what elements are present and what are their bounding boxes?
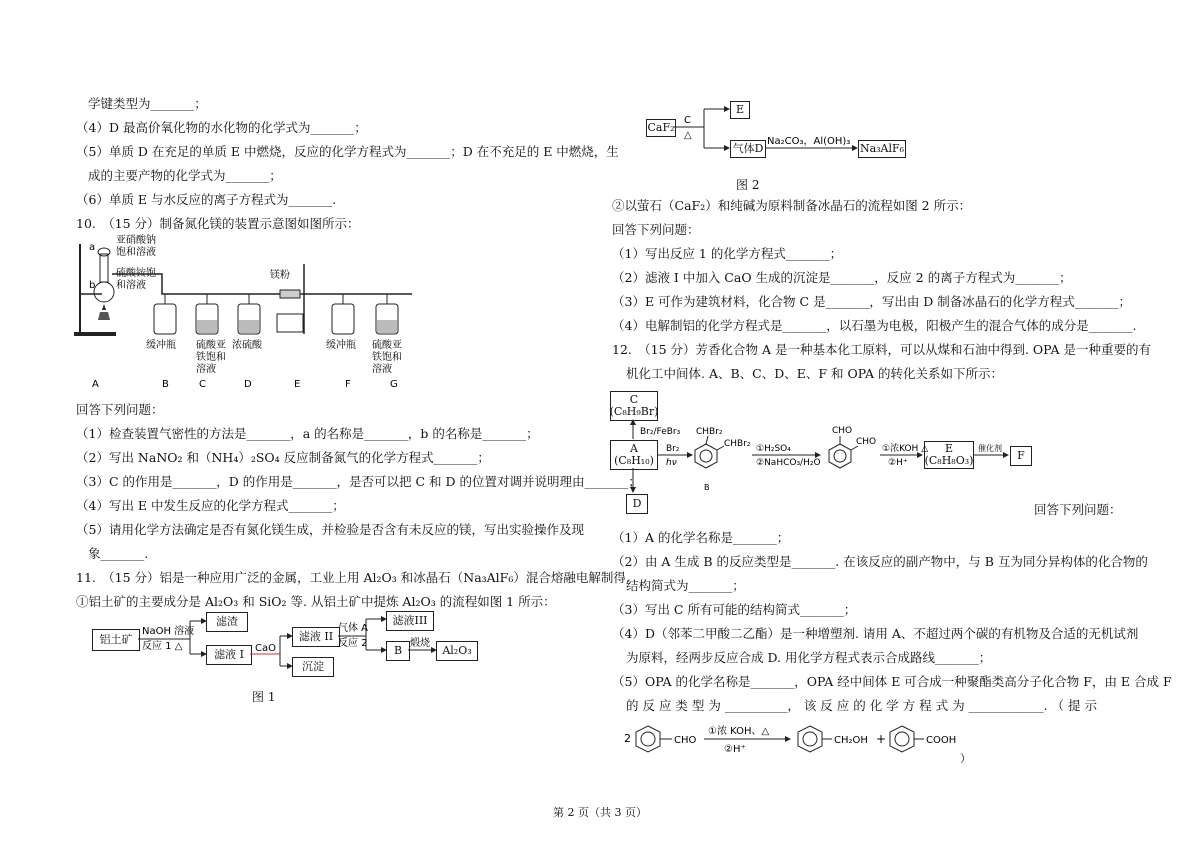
scheme-chbr2-1: CHBr₂ bbox=[696, 427, 723, 437]
hint-ch2oh: CH₂OH bbox=[834, 735, 868, 746]
label-a: a bbox=[89, 242, 96, 253]
q10-line-5: （4）写出 E 中发生反应的化学方程式_______； bbox=[76, 498, 345, 513]
bottle-label-g3: 溶液 bbox=[372, 364, 392, 375]
q9-line-4: 成的主要产物的化学式为_______； bbox=[88, 168, 282, 183]
scheme-koh: ①浓KOH △ bbox=[882, 444, 929, 454]
fig2-arrows bbox=[672, 100, 872, 160]
fig1-cao: CaO bbox=[255, 643, 276, 654]
q12-answer-4: （3）写出 C 所有可能的结构简式_______； bbox=[612, 602, 857, 617]
q12-answer-3: 结构简式为_______； bbox=[626, 578, 745, 593]
fig2-box-e: E bbox=[730, 101, 750, 119]
fig1-reaction2: 反应 2 bbox=[338, 638, 368, 649]
fig1-naoh: NaOH 溶液 bbox=[142, 626, 195, 637]
fig1-box-precipitate: 沉淀 bbox=[292, 657, 334, 677]
bottle-label-c1: 硫酸亚 bbox=[196, 340, 226, 351]
q9-line-5: （6）单质 E 与水反应的离子方程式为_______. bbox=[76, 192, 337, 207]
q11b-line-5: （3）E 可作为建筑材料，化合物 C 是_______，写出由 D 制备冰晶石的化学方程式_______； bbox=[612, 294, 1132, 309]
q10-line-6: （5）请用化学方法确定是否有氮化镁生成，并检验是否含有未反应的镁，写出实验操作及现 bbox=[76, 522, 584, 537]
fig1-box-b: B bbox=[386, 641, 410, 661]
letter-b: B bbox=[162, 379, 169, 390]
q12-answer-2: （2）由 A 生成 B 的反应类型是_______. 在该反应的副产物中，与 B 互为同分异构体的化合物的 bbox=[612, 554, 1148, 569]
q9-line-3: （5）单质 D 在充足的单质 E 中燃烧，反应的化学方程式为_______；D 在不充足的 E 中燃烧，生 bbox=[76, 144, 619, 159]
q11b-line-4: （2）滤液 I 中加入 CaO 生成的沉淀是_______，反应 2 的离子方程式为_______； bbox=[612, 270, 1072, 285]
bottle-label-c3: 溶液 bbox=[196, 364, 216, 375]
letter-e: E bbox=[294, 379, 301, 390]
fig2-box-caf2: CaF₂ bbox=[646, 119, 676, 137]
bottle-label-b: 缓冲瓶 bbox=[146, 340, 176, 351]
letter-c: C bbox=[199, 379, 206, 390]
scheme-e-label: E bbox=[944, 442, 954, 455]
q11b-line-2: 回答下列问题： bbox=[612, 222, 700, 237]
bottle-label-f: 缓冲瓶 bbox=[326, 340, 356, 351]
answer-prompt: 回答下列问题： bbox=[1034, 502, 1122, 517]
fig2-caption: 图 2 bbox=[736, 178, 760, 192]
q10-line-3: （2）写出 NaNO₂ 和（NH₄）₂SO₄ 反应制备氮气的化学方程式_______； bbox=[76, 450, 490, 465]
fig1-caption: 图 1 bbox=[252, 690, 276, 704]
fig1-box-bauxite: 铝土矿 bbox=[92, 629, 140, 651]
q10-line-7: 象_______. bbox=[88, 546, 149, 561]
scheme-a-label: A bbox=[630, 442, 638, 455]
q11b-line-3: （1）写出反应 1 的化学方程式_______； bbox=[612, 246, 843, 261]
q12-answer-1: （1）A 的化学名称是_______； bbox=[612, 530, 790, 545]
hint-close: ） bbox=[960, 752, 971, 765]
label-nano2-1: 亚硝酸钠 bbox=[116, 235, 156, 246]
label-nh4-1: 硫酸铵饱 bbox=[116, 268, 156, 279]
letter-g: G bbox=[390, 379, 398, 390]
scheme-a-formula: (C₈H₁₀) bbox=[614, 454, 654, 467]
label-nano2-2: 饱和溶液 bbox=[116, 247, 156, 258]
q10-line-2: （1）检查装置气密性的方法是_______，a 的名称是_______，b 的名称是_______； bbox=[76, 426, 539, 441]
q9-line-1: 学键类型为_______； bbox=[88, 96, 207, 111]
hint-cho: CHO bbox=[674, 735, 697, 746]
scheme-cho-1: CHO bbox=[832, 426, 853, 436]
scheme-h-plus: ②H⁺ bbox=[888, 458, 908, 468]
scheme-c-label: C bbox=[629, 393, 639, 406]
scheme-chbr2-2: CHBr₂ bbox=[724, 439, 751, 449]
scheme-box-f: F bbox=[1010, 446, 1032, 466]
fig1-arrows bbox=[130, 604, 490, 684]
fig1-box-filtrate3: 滤液III bbox=[386, 611, 434, 631]
label-nh4-2: 和溶液 bbox=[116, 280, 146, 291]
scheme-h2so4: ①H₂SO₄ bbox=[756, 444, 791, 454]
scheme-br2-febr3: Br₂/FeBr₃ bbox=[640, 427, 681, 437]
hint-cond2: ②H⁺ bbox=[724, 744, 746, 755]
fig1-calcine: 煅烧 bbox=[410, 638, 430, 649]
q10-title: 10. （15 分）制备氮化镁的装置示意图如图所示： bbox=[76, 216, 360, 231]
q11b-line-6: （4）电解制铝的化学方程式是_______，以石墨为电极，阳极产生的混合气体的成分是_______. bbox=[612, 318, 1137, 333]
bottle-label-c2: 铁饱和 bbox=[196, 352, 226, 363]
label-b: b bbox=[89, 280, 96, 291]
fig1-box-al2o3: Al₂O₃ bbox=[436, 641, 478, 661]
q11-line-2: ①铝土矿的主要成分是 Al₂O₃ 和 SiO₂ 等. 从铝土矿中提炼 Al₂O₃ 的流程如图 1 所示： bbox=[76, 594, 556, 609]
hint-coef: 2 bbox=[624, 732, 631, 745]
q9-line-2: （4）D 最高价氧化物的水化物的化学式为_______； bbox=[76, 120, 367, 135]
fig2-c: C bbox=[684, 115, 691, 126]
bottle-label-g1: 硫酸亚 bbox=[372, 340, 402, 351]
q12-answer-5: （4）D（邻苯二甲酸二乙酯）是一种增塑剂. 请用 A、不超过两个碳的有机物及合适的无机试剂 bbox=[612, 626, 1139, 641]
scheme-label-b: B bbox=[704, 483, 710, 492]
scheme-nahco3: ②NaHCO₃/H₂O bbox=[756, 458, 821, 468]
letter-a: A bbox=[92, 379, 99, 390]
bottle-label-g2: 铁饱和 bbox=[372, 352, 402, 363]
fig1-box-filtrate2: 滤液 II bbox=[292, 627, 340, 647]
apparatus-diagram bbox=[72, 234, 432, 394]
fig1-box-residue: 滤渣 bbox=[206, 612, 248, 632]
q12-line-2: 机化工中间体. A、B、C、D、E、F 和 OPA 的转化关系如下所示： bbox=[626, 366, 1004, 381]
page-footer: 第 2 页（共 3 页） bbox=[553, 806, 647, 819]
q12-answer-8: 的 反 应 类 型 为 __________， 该 反 应 的 化 学 方 程 式 为 ____________. （ 提 示 bbox=[626, 698, 1097, 713]
scheme-e-formula: (C₈H₈O₃) bbox=[924, 454, 974, 467]
hint-equation bbox=[620, 718, 980, 770]
scheme-c-formula: (C₈H₉Br) bbox=[609, 405, 659, 418]
scheme-br2: Br₂ bbox=[666, 444, 680, 454]
fig2-box-gas-d: 气体D bbox=[730, 140, 766, 158]
q12-answer-7: （5）OPA 的化学名称是_______，OPA 经中间体 E 可合成一种聚酯类高分子化合物 F，由 E 合成 F bbox=[612, 674, 1172, 689]
scheme-cho-2: CHO bbox=[856, 437, 877, 447]
fig2-heat: △ bbox=[684, 130, 692, 141]
fig2-box-na3alf6: Na₃AlF₆ bbox=[858, 140, 906, 158]
label-mg: 镁粉 bbox=[270, 270, 290, 281]
q12-line-1: 12. （15 分）芳香化合物 A 是一种基本化工原料，可以从煤和石油中得到. OPA 是一种重要的有 bbox=[612, 342, 1151, 357]
q12-answer-6: 为原料，经两步反应合成 D. 用化学方程式表示合成路线_______； bbox=[626, 650, 992, 665]
q11b-line-1: ②以萤石（CaF₂）和纯碱为原料制备冰晶石的流程如图 2 所示： bbox=[612, 198, 972, 213]
q10-line-4: （3）C 的作用是_______，D 的作用是_______，是否可以把 C 和 D 的位置对调并说明理由_______； bbox=[76, 474, 641, 489]
hint-cond1: ①浓 KOH、△ bbox=[708, 726, 770, 737]
fig1-reaction1: 反应 1 △ bbox=[142, 641, 183, 652]
fig2-reagents: Na₂CO₃，Al(OH)₃ bbox=[767, 136, 851, 147]
bottle-label-d: 浓硫酸 bbox=[232, 340, 262, 351]
scheme-box-d: D bbox=[626, 494, 648, 514]
scheme-catalyst: 催化剂 bbox=[978, 444, 1002, 453]
q11-line-1: 11. （15 分）铝是一种应用广泛的金属，工业上用 Al₂O₃ 和冰晶石（Na₃AlF₆）混合熔融电解制得. bbox=[76, 570, 630, 585]
q10-line-1: 回答下列问题： bbox=[76, 402, 164, 417]
fig1-box-filtrate1: 滤液 I bbox=[206, 645, 252, 665]
letter-f: F bbox=[345, 379, 351, 390]
letter-d: D bbox=[244, 379, 252, 390]
reaction-scheme bbox=[600, 410, 1040, 510]
scheme-hv: hν bbox=[666, 458, 677, 468]
hint-plus: + bbox=[876, 732, 887, 746]
hint-cooh: COOH bbox=[926, 735, 957, 746]
fig1-gas-a: 气体 A bbox=[338, 623, 369, 634]
